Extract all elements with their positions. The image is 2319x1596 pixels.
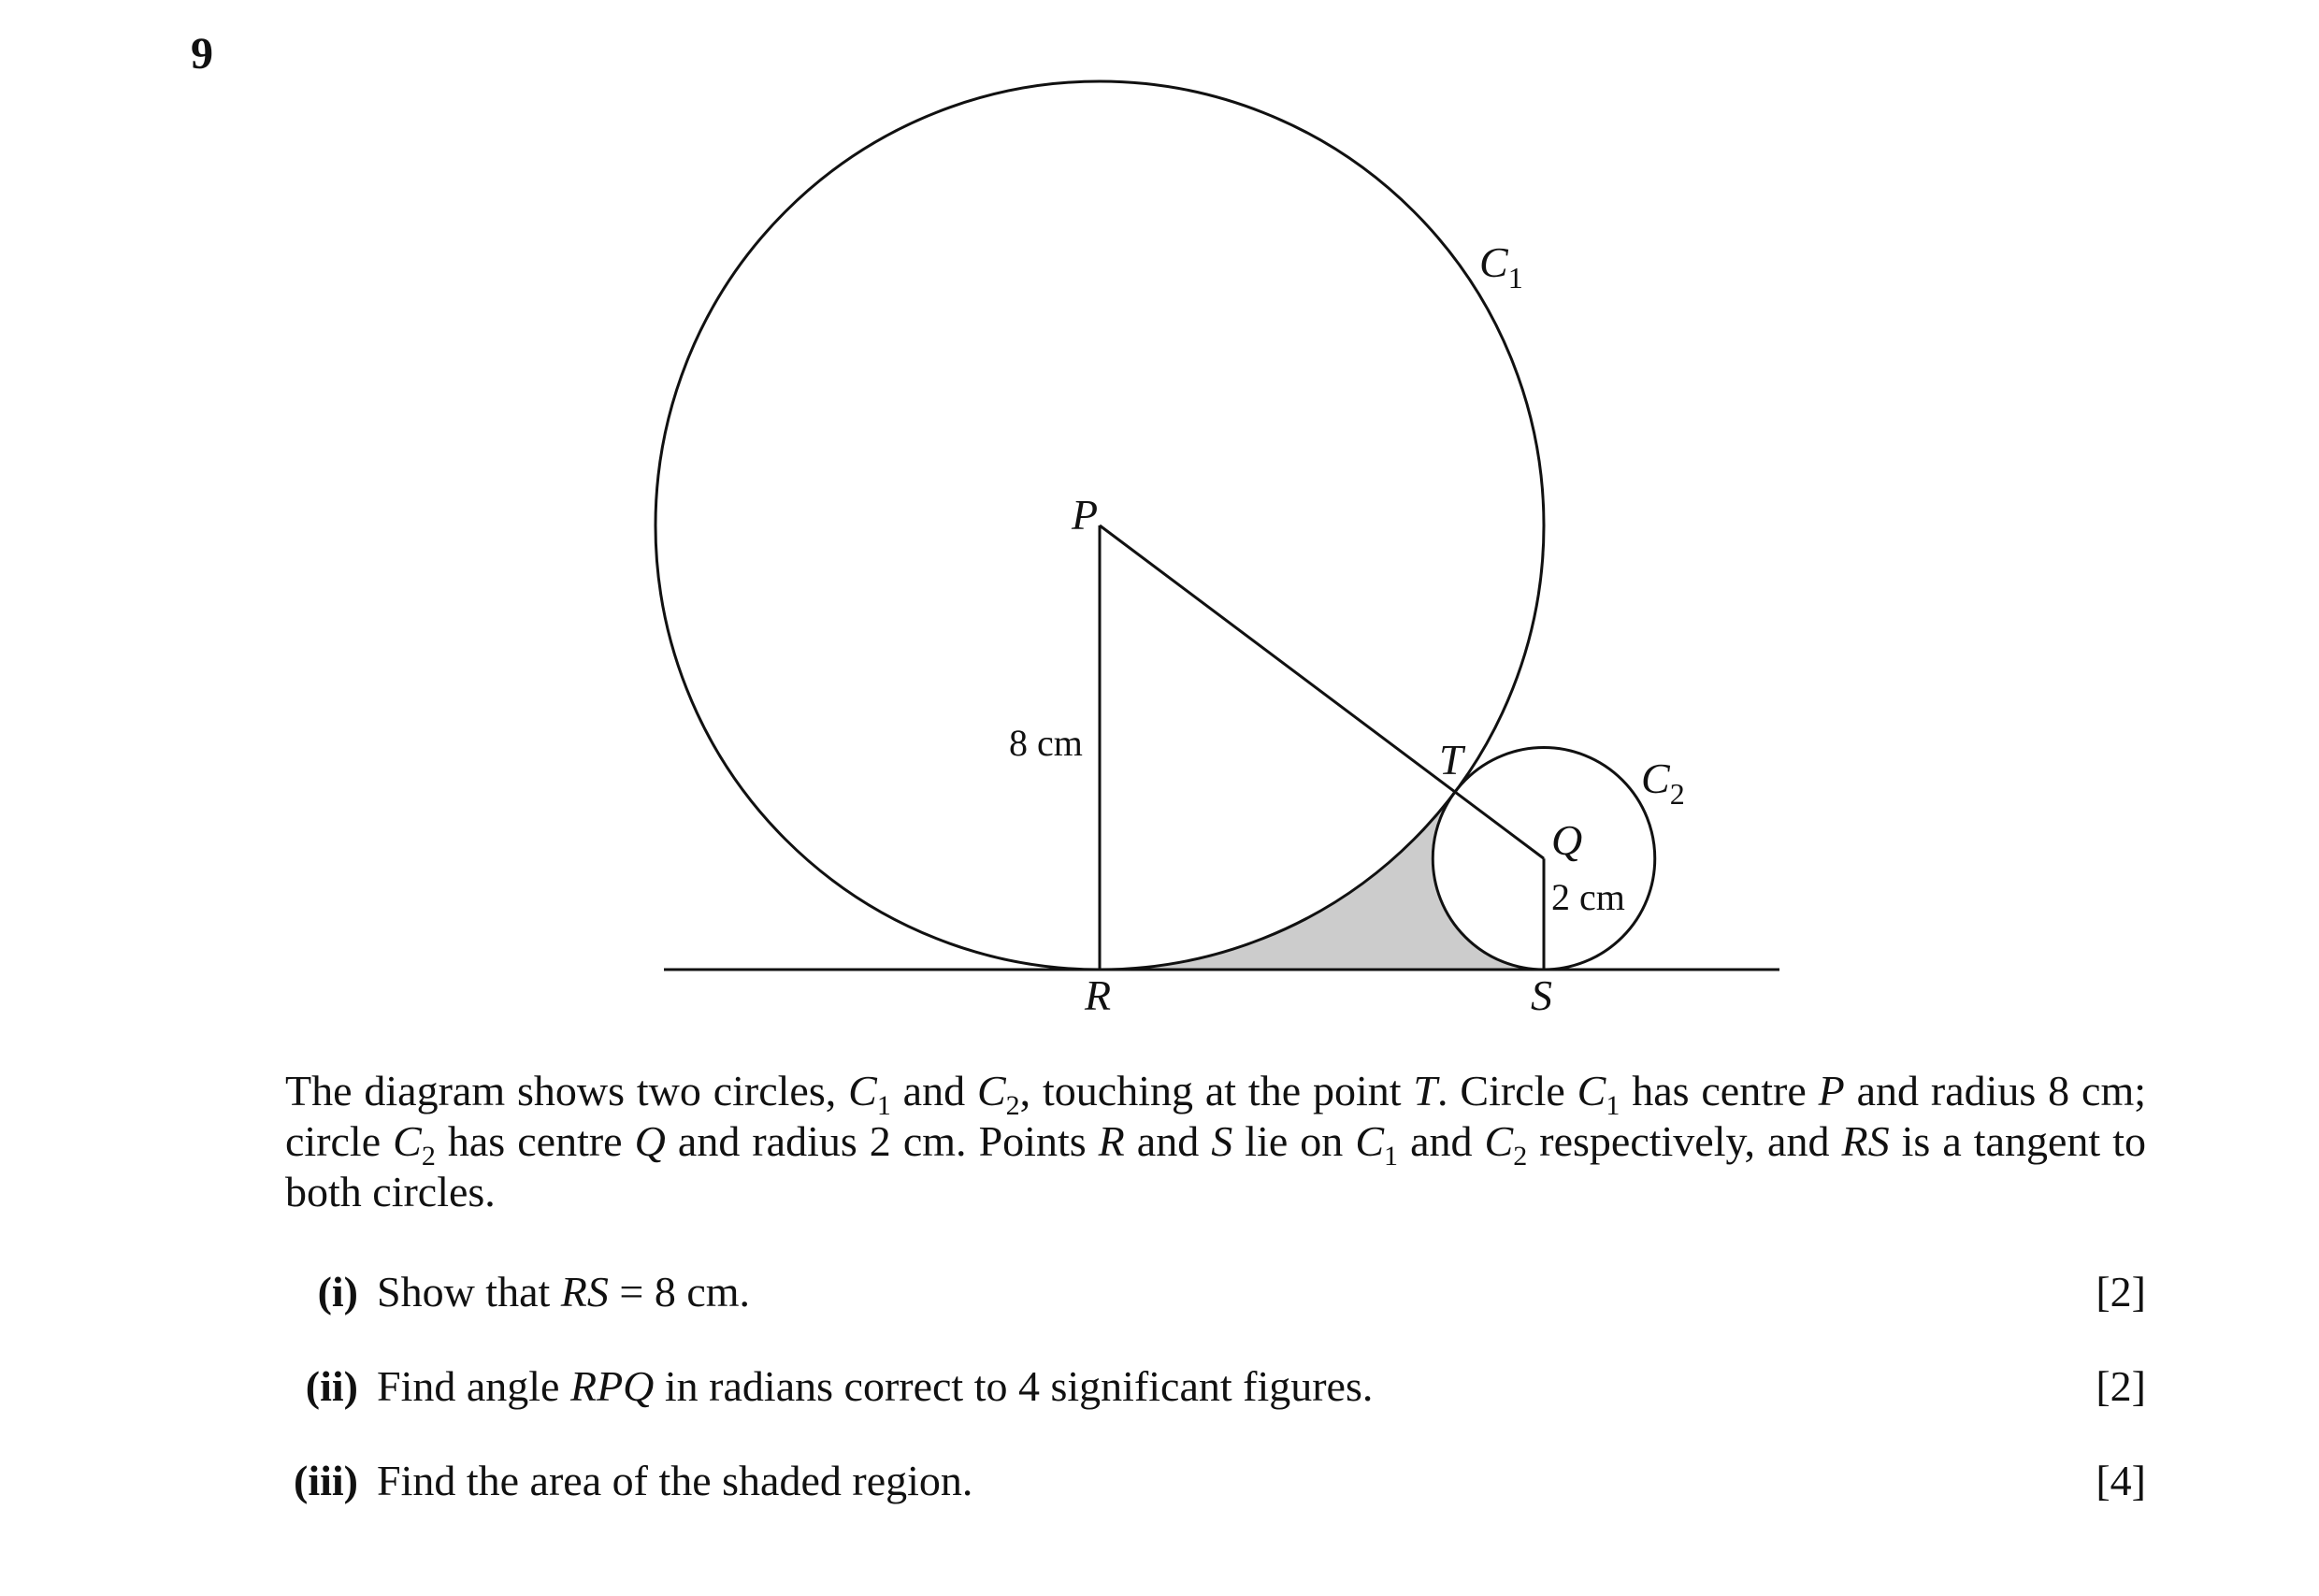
segment-pq bbox=[1100, 525, 1544, 858]
part-number: (iii) bbox=[294, 1457, 358, 1504]
part-number: (i) bbox=[317, 1268, 358, 1316]
stem-sub: 1 bbox=[1606, 1090, 1620, 1121]
stem-text: and bbox=[1398, 1117, 1485, 1165]
label-qs-length: 2 cm bbox=[1551, 876, 1625, 918]
label-p: P bbox=[1072, 491, 1099, 539]
stem-sub: 1 bbox=[1384, 1141, 1399, 1172]
part-text bbox=[377, 1264, 750, 1320]
stem-sub: 2 bbox=[1005, 1090, 1020, 1121]
stem-text: and radius 2 cm. Points bbox=[665, 1117, 1099, 1165]
question-part-ii bbox=[285, 1359, 2146, 1415]
stem-r: R bbox=[1098, 1117, 1125, 1165]
part-text-a: Show that bbox=[377, 1268, 561, 1316]
part-text bbox=[377, 1453, 972, 1509]
stem-text: , touching at the point bbox=[1019, 1067, 1414, 1114]
part-text-b: RS bbox=[560, 1268, 609, 1316]
part-text-c: = 8 cm. bbox=[608, 1268, 751, 1316]
question-part-iii bbox=[285, 1453, 2146, 1509]
label-pr-length: 8 cm bbox=[1009, 722, 1083, 764]
stem-text: and bbox=[1124, 1117, 1212, 1165]
stem-s: S bbox=[1211, 1117, 1233, 1165]
stem-text: The diagram shows two circles, bbox=[285, 1067, 849, 1114]
stem-text: is a tangent to both circles. bbox=[285, 1117, 2147, 1215]
stem-text: has centre bbox=[435, 1117, 635, 1165]
stem-text: lie on bbox=[1232, 1117, 1356, 1165]
stem-text: . Circle bbox=[1437, 1067, 1577, 1114]
stem-rs: RS bbox=[1841, 1117, 1890, 1165]
shaded-region bbox=[1100, 790, 1544, 970]
label-q: Q bbox=[1551, 816, 1583, 864]
question-part-i bbox=[285, 1264, 2146, 1320]
stem-t: T bbox=[1413, 1067, 1438, 1114]
part-text-c: in radians correct to 4 significant figures. bbox=[654, 1362, 1374, 1410]
stem-c1: C bbox=[848, 1067, 877, 1114]
stem-sub: 2 bbox=[1513, 1141, 1528, 1172]
label-c1 bbox=[1479, 238, 1523, 295]
question-stem bbox=[285, 1066, 2146, 1217]
stem-q: Q bbox=[634, 1117, 666, 1165]
label-t: T bbox=[1439, 736, 1463, 784]
part-number: (ii) bbox=[305, 1362, 358, 1410]
stem-sub: 2 bbox=[421, 1141, 436, 1172]
stem-c2: C bbox=[393, 1117, 422, 1165]
part-marks: [4] bbox=[2096, 1457, 2146, 1504]
stem-c1: C bbox=[1355, 1117, 1385, 1165]
question-number: 9 bbox=[191, 29, 213, 79]
label-c1-sub: 1 bbox=[1507, 261, 1523, 295]
stem-text: has centre bbox=[1620, 1067, 1819, 1114]
part-marks: [2] bbox=[2096, 1362, 2146, 1410]
part-text-b: RPQ bbox=[569, 1362, 655, 1410]
stem-c2: C bbox=[976, 1067, 1006, 1114]
label-r: R bbox=[1085, 971, 1112, 1019]
label-s: S bbox=[1531, 971, 1552, 1019]
stem-text: and bbox=[890, 1067, 977, 1114]
stem-text: and radius 8 cm; circle bbox=[285, 1067, 2147, 1165]
label-c2 bbox=[1641, 755, 1685, 811]
part-text-a: Find the area of the shaded region. bbox=[377, 1457, 973, 1504]
label-c2-sub: 2 bbox=[1669, 777, 1685, 811]
stem-sub: 1 bbox=[876, 1090, 891, 1121]
label-c2-letter: C bbox=[1641, 755, 1670, 802]
stem-p: P bbox=[1818, 1067, 1845, 1114]
label-c1-letter: C bbox=[1479, 238, 1508, 286]
stem-c2: C bbox=[1484, 1117, 1514, 1165]
part-text bbox=[377, 1359, 1373, 1415]
stem-c1: C bbox=[1577, 1067, 1606, 1114]
part-marks: [2] bbox=[2096, 1268, 2146, 1316]
part-text-a: Find angle bbox=[377, 1362, 570, 1410]
stem-text: respectively, and bbox=[1527, 1117, 1842, 1165]
